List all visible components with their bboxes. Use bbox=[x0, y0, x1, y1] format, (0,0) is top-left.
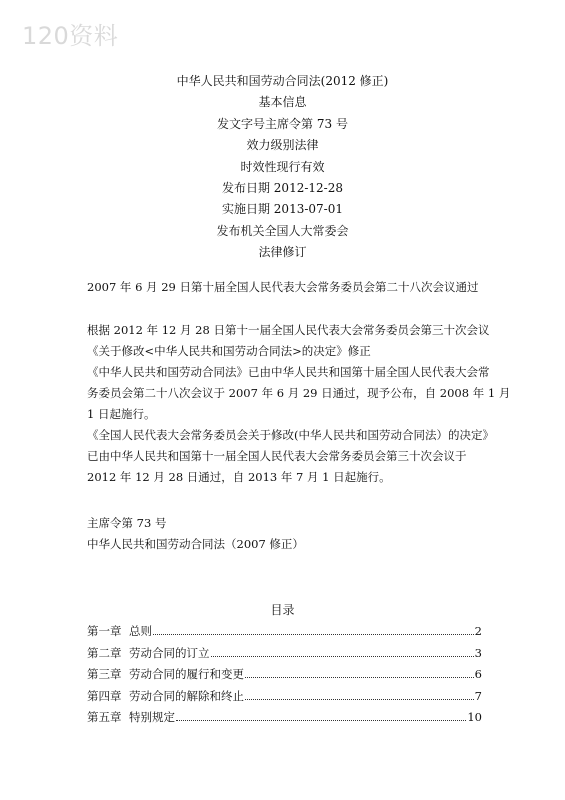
paragraph-line: 《中华人民共和国劳动合同法》已由中华人民共和国第十届全国人民代表大会常 bbox=[87, 365, 490, 379]
adoption-paragraph: 2007 年 6 月 29 日第十届全国人民代表大会常务委员会第二十八次会议通过 bbox=[87, 280, 479, 294]
paragraph-line: 《关于修改<中华人民共和国劳动合同法>的决定》修正 bbox=[87, 344, 371, 358]
toc-chapter: 第二章 bbox=[87, 645, 122, 660]
toc-leader bbox=[245, 685, 474, 700]
toc-item[interactable] bbox=[87, 620, 482, 642]
toc-chapter: 第五章 bbox=[87, 710, 122, 724]
watermark: 120资料 bbox=[22, 22, 119, 50]
toc-chapter: 第三章 bbox=[87, 667, 122, 681]
table-of-contents bbox=[87, 620, 482, 728]
doc-number: 发文字号主席令第 73 号 bbox=[217, 116, 348, 131]
paragraph-line: 《全国人民代表大会常务委员会关于修改(中华人民共和国劳动合同法）的决定》 bbox=[87, 428, 494, 442]
toc-item[interactable] bbox=[87, 685, 482, 707]
issuing-authority: 发布机关全国人大常委会 bbox=[216, 223, 349, 238]
order-number: 主席令第 73 号 bbox=[87, 516, 167, 530]
basic-info-heading: 基本信息 bbox=[258, 95, 307, 110]
legal-level: 效力级别法律 bbox=[246, 138, 319, 153]
paragraph-line: 2012 年 12 月 28 日通过，自 2013 年 7 月 1 日起施行。 bbox=[87, 470, 391, 484]
paragraph-line: 已由中华人民共和国第十一届全国人民代表大会常务委员会第三十次会议于 bbox=[87, 449, 467, 463]
paragraph-line: 1 日起施行。 bbox=[87, 407, 156, 421]
paragraph-line: 根据 2012 年 12 月 28 日第十一届全国人民代表大会常务委员会第三十次会议 bbox=[87, 323, 490, 337]
document-category: 法律修订 bbox=[258, 245, 307, 260]
publish-date: 发布日期 2012-12-28 bbox=[221, 180, 343, 195]
toc-leader bbox=[245, 663, 474, 678]
toc-item[interactable] bbox=[87, 706, 482, 728]
effective-date: 实施日期 2013-07-01 bbox=[221, 202, 343, 217]
toc-page-number: 2 bbox=[474, 624, 482, 638]
validity-status: 时效性现行有效 bbox=[240, 159, 325, 174]
toc-page-number: 7 bbox=[474, 688, 482, 703]
toc-chapter-name: 劳动合同的解除和终止 bbox=[129, 688, 244, 703]
toc-page-number: 10 bbox=[467, 710, 482, 724]
paragraph-line: 务委员会第二十八次会议于 2007 年 6 月 29 日通过，现予公布，自 2008 年 1 月 bbox=[87, 386, 511, 400]
toc-item[interactable] bbox=[87, 663, 482, 685]
toc-title: 目录 bbox=[270, 603, 295, 617]
toc-leader bbox=[176, 706, 466, 721]
order-paragraph bbox=[87, 513, 487, 555]
toc-chapter: 第四章 bbox=[87, 688, 122, 703]
toc-chapter-name: 特别规定 bbox=[129, 710, 175, 724]
toc-page-number: 3 bbox=[474, 645, 482, 660]
toc-leader bbox=[153, 620, 474, 635]
toc-leader bbox=[211, 642, 474, 657]
toc-chapter-name: 劳动合同的履行和变更 bbox=[129, 667, 244, 681]
toc-page-number: 6 bbox=[474, 667, 482, 681]
law-edition: 中华人民共和国劳动合同法（2007 修正） bbox=[87, 537, 304, 551]
document-title: 中华人民共和国劳动合同法(2012 修正) bbox=[176, 74, 389, 88]
toc-chapter-name: 劳动合同的订立 bbox=[129, 645, 210, 660]
toc-item[interactable] bbox=[87, 642, 482, 664]
toc-chapter: 第一章 bbox=[87, 624, 122, 638]
toc-chapter-name: 总则 bbox=[129, 624, 152, 638]
amendment-paragraph bbox=[87, 320, 511, 488]
document-header bbox=[0, 71, 565, 264]
